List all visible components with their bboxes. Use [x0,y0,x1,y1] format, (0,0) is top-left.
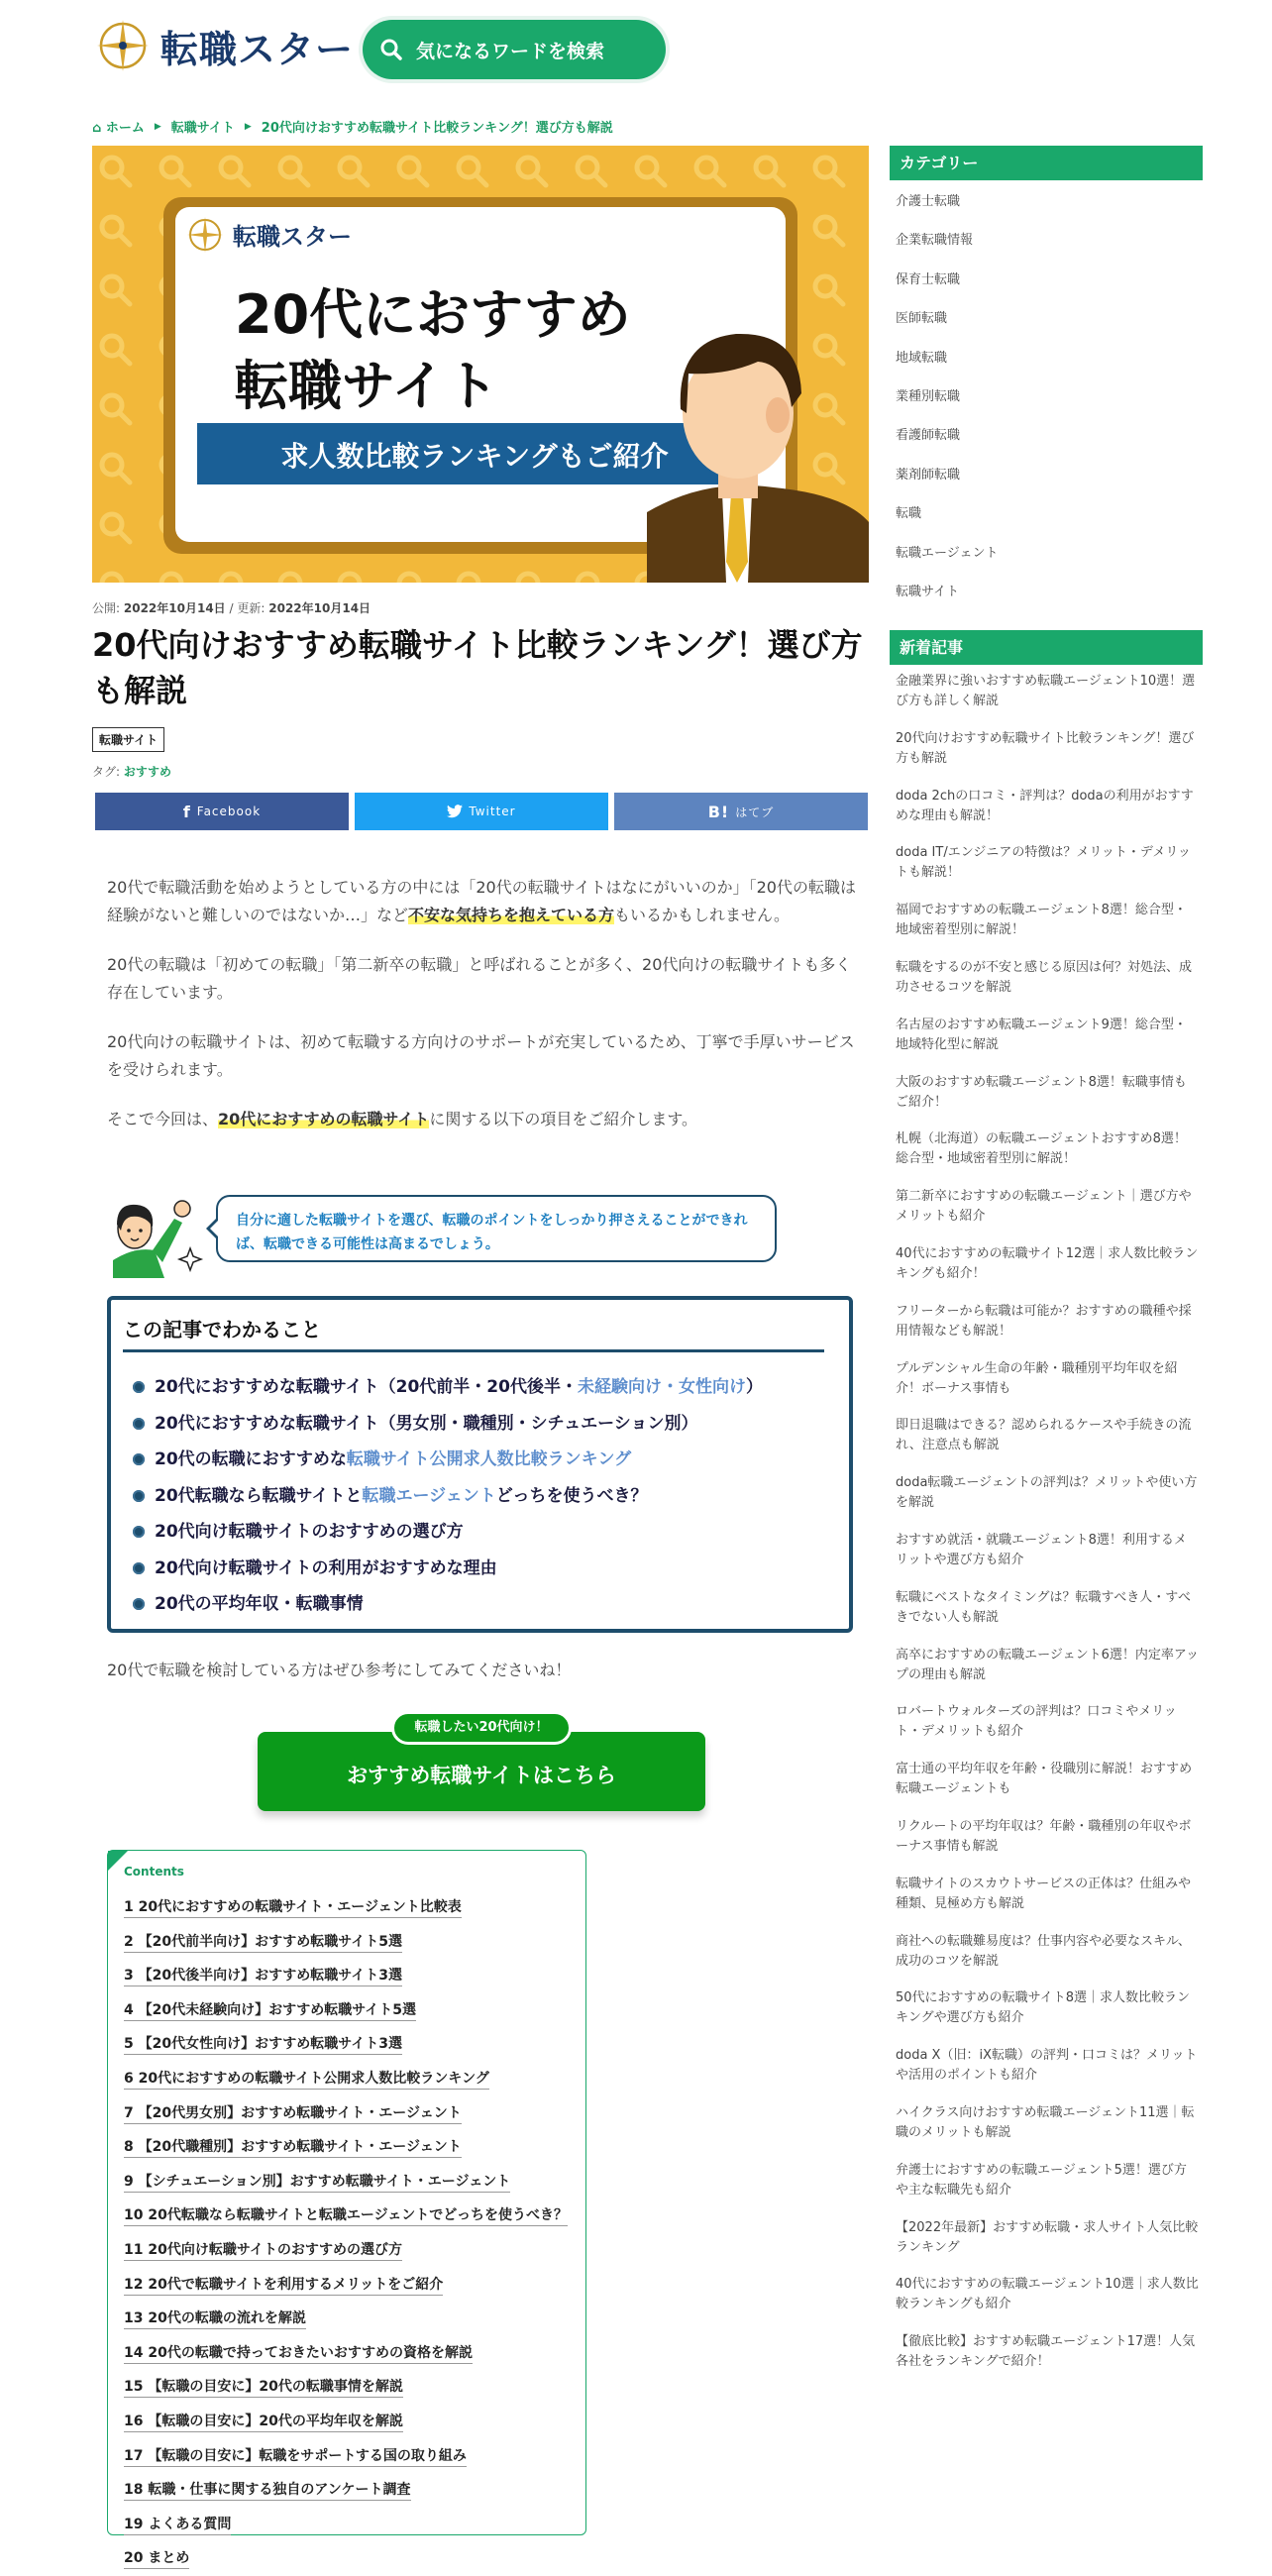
breadcrumb [92,117,613,136]
speech-bubble: 自分に適した転職サイトを選び、転職のポイントをしっかり押さえることができれば、転職できる可能性は高まるでしょう。 [216,1195,777,1262]
toc-item[interactable]: 13 20代の転職の流れを解説 [124,2302,568,2336]
sidebar-news-title: 新着記事 [890,630,1203,665]
bullet-icon [133,1490,145,1502]
bullet-icon [133,1562,145,1574]
sidebar-news-item[interactable]: doda 2chの口コミ・評判は？dodaの利用がおすすめな理由も解説！ [896,788,1194,823]
toc-item[interactable]: 1 20代におすすめの転職サイト・エージェント比較表 [124,1890,568,1925]
sidebar-news-item[interactable]: 40代におすすめの転職サイト12選｜求人数比較ランキングも紹介！ [896,1246,1199,1281]
sidebar-news-item[interactable]: 【2022年最新】おすすめ転職・求人サイト人気比較ランキング [896,2219,1199,2255]
toc-item[interactable]: 5 【20代女性向け】おすすめ転職サイト3選 [124,2027,568,2062]
sidebar-category-item[interactable]: 転職サイト [896,585,960,599]
toc-item[interactable]: 14 20代の転職で持っておきたいおすすめの資格を解説 [124,2336,568,2371]
sidebar-news-item[interactable]: 【徹底比較】おすすめ転職エージェント17選！人気各社をランキングで紹介！ [896,2334,1196,2370]
toc-item[interactable]: 6 20代におすすめの転職サイト公開求人数比較ランキング [124,2062,568,2096]
sidebar-news-item[interactable]: おすすめ就活・就職エージェント8選！利用するメリットや選び方も紹介 [896,1533,1187,1567]
summary-item: 20代向け転職サイトの利用がおすすめな理由 [133,1551,763,1587]
summary-item: 20代の平均年収・転職事情 [133,1586,763,1623]
tag-link[interactable]: おすすめ [123,765,171,779]
category-badge[interactable]: 転職サイト [92,727,164,752]
sidebar-category-item[interactable]: 企業転職情報 [896,233,974,249]
sidebar-category-item[interactable]: 介護士転職 [896,194,961,209]
toc-title: Contents [124,1865,184,1878]
sidebar-news-item[interactable]: 転職サイトのスカウトサービスの正体は？仕組みや種類、見極め方も解説 [896,1876,1192,1911]
site-logo[interactable] [95,18,354,73]
site-logo-text: 転職スター [160,27,355,71]
bullet-icon [133,1418,145,1430]
cta-badge: 転職したい20代向け！ [391,1711,572,1745]
home-icon: ⌂ [92,121,102,136]
intro-paragraph-1: 20代で転職活動を始めようとしている方の中には「20代の転職サイトはなにがいいのか」「20代の転職は経験がないと難しいのではないか…」など不安な気持ちを抱えている方もいるかもしれません。 [107,878,856,924]
sidebar-category-item[interactable]: 業種別転職 [896,389,961,404]
cta-label: おすすめ転職サイトはこちら [347,1764,616,1787]
sidebar-news-item[interactable]: 20代向けおすすめ転職サイト比較ランキング！選び方も解説 [896,730,1195,766]
sidebar-news-item[interactable]: プルデンシャル生命の年齢・職種別平均年収を紹介！ボーナス事情も [896,1360,1178,1396]
summary-item: 20代の転職におすすめな 転職サイト公開求人数比較ランキング [133,1442,763,1478]
bullet-icon [133,1526,145,1538]
share-hatena-button[interactable]: B! はてブ [614,793,868,830]
sidebar-news-item[interactable]: 40代におすすめの転職エージェント10選｜求人数比較ランキングも紹介 [896,2277,1199,2312]
intro-paragraph-3: 20代向けの転職サイトは、初めて転職する方向けのサポートが充実しているため、丁寧で手厚いサービスを受けられます。 [107,1032,855,1079]
article-dates: 公開: 2022年10月14日 / 更新: 2022年10月14日 [92,601,371,615]
sidebar-news-item[interactable]: 第二新卒におすすめの転職エージェント｜選び方やメリットも紹介 [896,1189,1192,1225]
sidebar-news-item[interactable]: 50代におすすめの転職サイト8選｜求人数比較ランキングや選び方も紹介 [896,1990,1191,2026]
sidebar-category-item[interactable]: 看護師転職 [896,428,961,444]
hero-banner-text: 求人数比較ランキングもご紹介 [280,440,669,473]
published-date: 2022年10月14日 [123,601,226,615]
sidebar-news-item[interactable]: 高卒におすすめの転職エージェント6選！内定率アップの理由も解説 [896,1647,1199,1682]
hero-title-line2: 転職サイト [235,355,499,417]
chevron-right-icon: ▶ [154,121,161,132]
sidebar-category-item[interactable]: 薬剤師転職 [896,467,961,483]
sidebar-category-item[interactable]: 転職 [896,506,922,522]
toc-item[interactable]: 10 20代転職なら転職サイトと転職エージェントでどっちを使うべき？ [124,2199,568,2233]
sidebar-news-item[interactable]: doda IT/エンジニアの特徴は？メリット・デメリットも解説！ [896,845,1191,881]
toc-item[interactable]: 19 よくある質問 [124,2508,568,2542]
updated-date: 2022年10月14日 [268,601,371,615]
summary-list [133,1369,763,1623]
toc-item[interactable]: 9 【シチュエーション別】おすすめ転職サイト・エージェント [124,2165,568,2200]
toc-item[interactable]: 4 【20代未経験向け】おすすめ転職サイト5選 [124,1993,568,2028]
article-summary-box [107,1296,853,1633]
sidebar-news-item[interactable]: 富士通の平均年収を年齢・役職別に解説！おすすめ転職エージェントも [896,1762,1193,1797]
sidebar-news-item[interactable]: ハイクラス向けおすすめ転職エージェント11選｜転職のメリットも解説 [896,2105,1195,2140]
sidebar-category-item[interactable]: 医師転職 [896,311,948,327]
sidebar-news-item[interactable]: リクルートの平均年収は？年齢・職種別の年収やボーナス事情も解説 [896,1819,1192,1854]
toc-item[interactable]: 8 【20代職種別】おすすめ転職サイト・エージェント [124,2130,568,2165]
sidebar-category-item[interactable]: 地域転職 [896,350,948,366]
share-facebook-button[interactable]: f Facebook [95,793,349,830]
toc-item[interactable]: 20 まとめ [124,2541,568,2576]
bullet-icon [133,1598,145,1610]
toc-item[interactable]: 16 【転職の目安に】20代の平均年収を解説 [124,2405,568,2439]
breadcrumb-category[interactable]: 転職サイト [170,121,235,136]
sidebar-news-item[interactable]: ロバートウォルターズの評判は？口コミやメリット・デメリットも紹介 [896,1704,1177,1740]
search-placeholder: 気になるワードを検索 [416,40,605,62]
hero-title-line1: 20代におすすめ [235,283,631,346]
sidebar-category-item[interactable]: 保育士転職 [896,271,961,287]
toc-item[interactable]: 3 【20代後半向け】おすすめ転職サイト3選 [124,1959,568,1993]
sidebar-news-item[interactable]: 名古屋のおすすめ転職エージェント9選！総合型・地域特化型に解説 [896,1017,1187,1052]
search-icon [378,37,404,62]
sidebar-category-item[interactable]: 転職エージェント [896,545,999,561]
bullet-icon [133,1453,145,1465]
sidebar-news-item[interactable]: doda X（旧：iX転職）の評判・口コミは？メリットや活用のポイントも紹介 [896,2048,1198,2084]
hero-image [92,146,869,583]
article-title: 20代向けおすすめ転職サイト比較ランキング！選び方も解説 [92,626,863,709]
guide-character-icon [105,1179,204,1278]
article-tags: タグ: おすすめ [92,765,171,779]
intro-paragraph-4: そこで今回は、20代におすすめの転職サイトに関する以下の項目をご紹介します。 [107,1110,698,1128]
toc-item[interactable]: 11 20代向け転職サイトのおすすめの選び方 [124,2233,568,2268]
site-header [0,0,1272,99]
search-input[interactable] [363,20,666,79]
sidebar-news-item[interactable]: 弁護士におすすめの転職エージェント5選！選び方や主な転職先も紹介 [896,2162,1187,2198]
sidebar-news-item[interactable]: フリーターから転職は可能か？おすすめの職種や採用情報なども解説！ [896,1303,1192,1339]
sidebar-news-item[interactable]: 札幌（北海道）の転職エージェントおすすめ8選！総合型・地域密着型別に解説！ [896,1131,1187,1167]
sidebar-news-item[interactable]: 即日退職はできる？認められるケースや手続きの流れ、注意点も解説 [896,1418,1192,1453]
summary-item: 20代向け転職サイトのおすすめの選び方 [133,1514,763,1551]
sidebar-news-item[interactable]: 福岡でおすすめの転職エージェント8選！総合型・地域密着型別に解説！ [896,903,1187,938]
summary-title: この記事でわかること [123,1318,321,1342]
breadcrumb-current[interactable]: 20代向けおすすめ転職サイト比較ランキング！選び方も解説 [261,121,613,136]
sidebar-news-item[interactable]: 商社への転職難易度は？仕事内容や必要なスキル、成功のコツを解説 [896,1933,1191,1969]
toc-item[interactable]: 18 転職・仕事に関する独自のアンケート調査 [124,2473,568,2508]
closing-paragraph: 20代で転職を検討している方はぜひ参考にしてみてくださいね！ [107,1661,572,1679]
toc-item[interactable]: 17 【転職の目安に】転職をサポートする国の取り組み [124,2439,568,2474]
bullet-icon [133,1381,145,1393]
chevron-right-icon: ▶ [244,121,252,132]
toc-item[interactable]: 2 【20代前半向け】おすすめ転職サイト5選 [124,1925,568,1960]
intro-paragraph-2: 20代の転職は「初めての転職」「第二新卒の転職」と呼ばれることが多く、20代向けの転職サイトも多く存在しています。 [107,955,852,1002]
sidebar-news-item[interactable]: doda転職エージェントの評判は？メリットや使い方を解説 [896,1475,1198,1511]
toc-item[interactable]: 7 【20代男女別】おすすめ転職サイト・エージェント [124,2096,568,2131]
sidebar-news-item[interactable]: 大阪のおすすめ転職エージェント8選！転職事情もご紹介！ [896,1074,1187,1110]
star-logo-icon [95,18,151,73]
sidebar-categories-title: カテゴリー [890,146,1203,180]
summary-item: 20代におすすめな転職サイト（男女別・職種別・シチュエーション別） [133,1406,763,1443]
summary-divider [123,1349,824,1352]
facebook-icon: f [182,802,191,821]
table-of-contents [107,1850,586,2567]
summary-item: 20代転職なら転職サイトと 転職エージェント どっちを使うべき？ [133,1478,763,1515]
twitter-icon [447,805,463,818]
summary-item: 20代におすすめな転職サイト（20代前半・20代後半・ 未経験向け・女性向け ） [133,1369,763,1406]
sidebar-news-item[interactable]: 金融業界に強いおすすめ転職エージェント10選！選び方も詳しく解説 [896,674,1196,708]
breadcrumb-home[interactable]: ⌂ ホーム [92,121,145,136]
toc-item[interactable]: 15 【転職の目安に】20代の転職事情を解説 [124,2370,568,2405]
hero-logo-text: 転職スター [233,223,352,251]
share-twitter-button[interactable]: Twitter [355,793,608,830]
toc-item[interactable]: 12 20代で転職サイトを利用するメリットをご紹介 [124,2268,568,2303]
toc-list [124,1890,568,2576]
sidebar-news-item[interactable]: 転職をするのが不安と感じる原因は何？対処法、成功させるコツを解説 [896,960,1193,995]
sidebar-news-item[interactable]: 転職にベストなタイミングは？転職すべき人・すべきでない人も解説 [896,1589,1191,1625]
hatena-icon: B! [707,802,730,821]
